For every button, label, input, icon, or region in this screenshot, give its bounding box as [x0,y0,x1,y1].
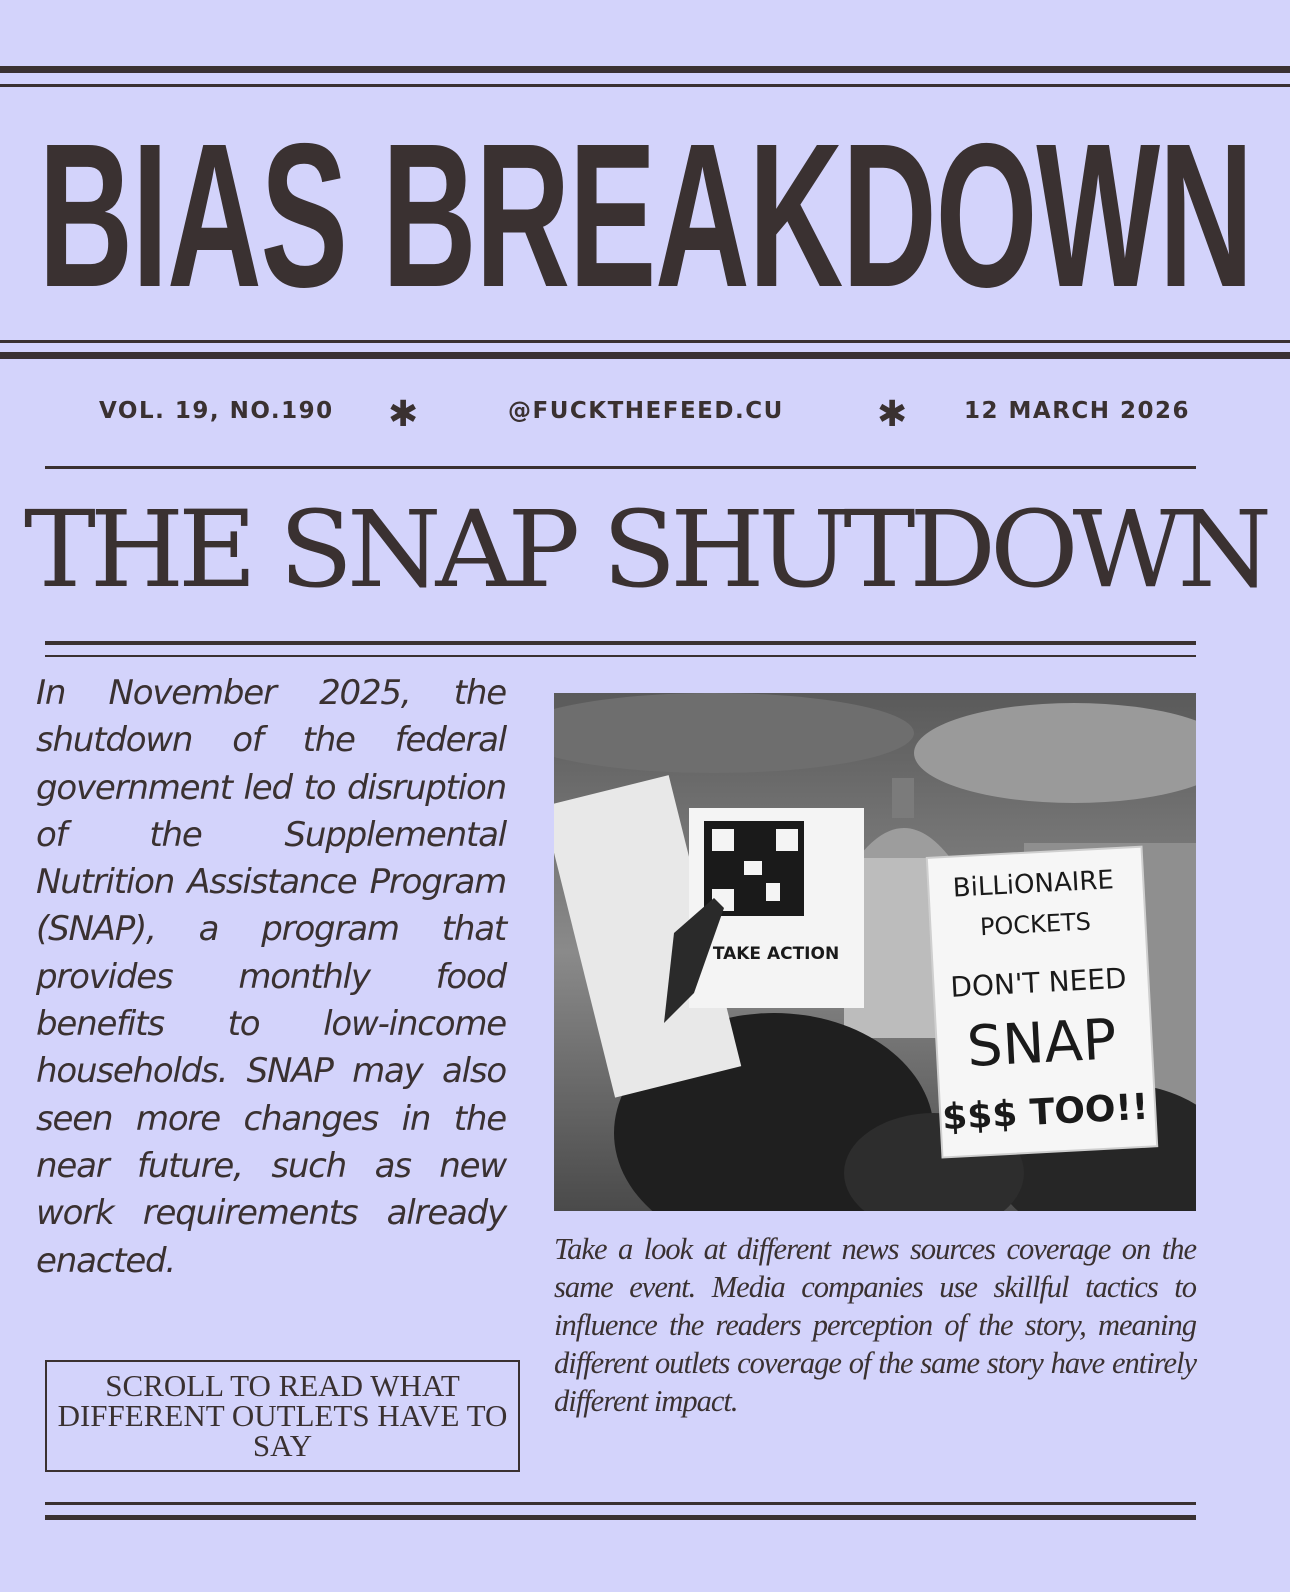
intro-paragraph: In November 2025, the shutdown of the federal government led to disruption of the Supplemental Nutrition Assistance Program (SNAP), a program that provides monthly food benefits to low-income households. SNAP may also seen more changes in the near future, such as new work requirements already enacted. [36,673,506,1281]
masthead-rule-thin [0,340,1290,343]
dateline-rule [45,466,1196,469]
protest-photo [554,693,1196,1211]
photo-caption: Take a look at different news sources coverage on the same event. Media companies use skillful tactics to influence the readers perception of the story, meaning different outlets coverage of the same story have entirely different impact. [554,1232,1196,1418]
masthead [0,100,1290,330]
masthead-rule-thick [0,352,1290,359]
asterisk-icon: ✱ [877,394,909,435]
dateline [0,394,1290,435]
bottom-rule-thin [45,1502,1196,1505]
headline-rule-thin [45,655,1196,657]
issue-date: 12 MARCH 2026 [964,398,1191,424]
masthead-title: BIAS BREAKDOWN [38,100,1252,330]
sign-line-3: DON'T NEED [949,961,1128,1004]
asterisk-icon: ✱ [388,394,420,435]
sign-line-2: POCKETS [979,907,1092,942]
qr-sign-label: TAKE ACTION [712,944,840,964]
top-rule-thick [0,66,1290,73]
social-handle: @FUCKTHEFEED.CU [508,398,784,424]
sign-line-5: $$$ TOO!! [941,1086,1150,1139]
article-headline: THE SNAP SHUTDOWN [23,487,1267,611]
volume-number: VOL. 19, NO.190 [99,398,334,424]
sign-line-1: BiLLiONAIRE [952,865,1115,904]
headline-rule-thick [45,641,1196,645]
top-rule-thin [0,84,1290,87]
scroll-prompt-box[interactable]: SCROLL TO READ WHAT DIFFERENT OUTLETS HAVE TO SAY [45,1360,520,1472]
bottom-rule-thick [45,1515,1196,1520]
headline-block [0,484,1290,614]
sign-line-4: SNAP [965,1007,1119,1081]
